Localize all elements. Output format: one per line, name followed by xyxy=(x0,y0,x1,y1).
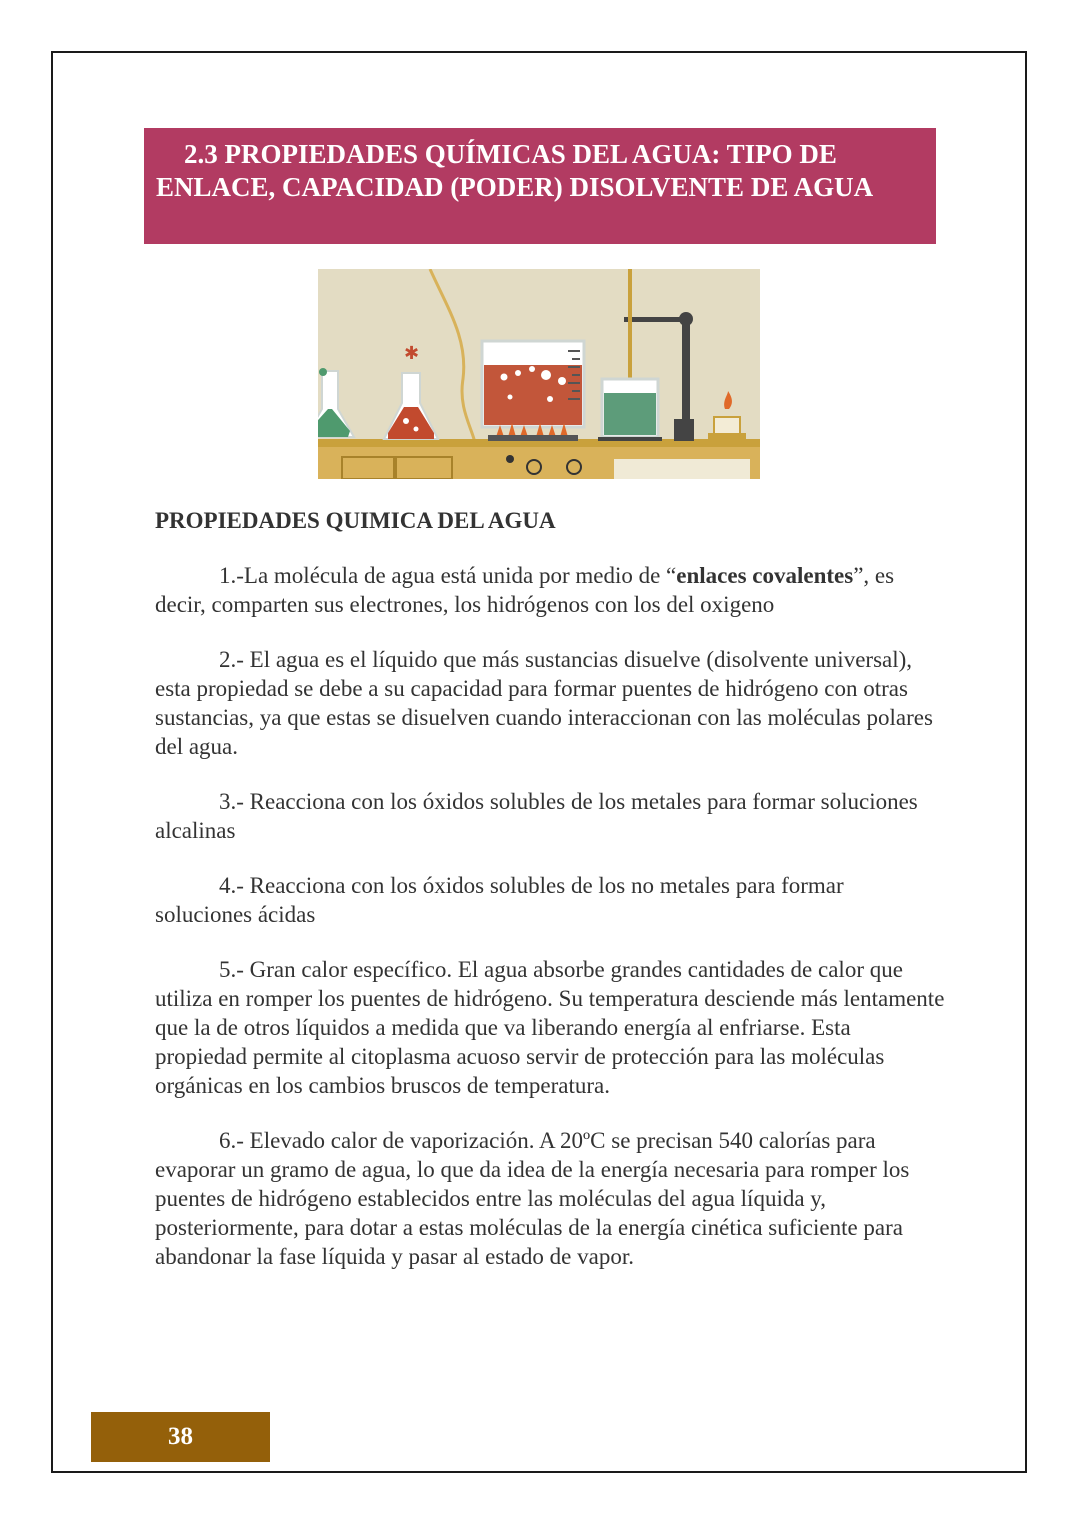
beaker-bubble xyxy=(501,374,508,381)
stand-knob xyxy=(679,312,693,326)
green-beaker-liquid xyxy=(604,393,656,435)
candle-plate xyxy=(708,433,746,439)
flask-bubble xyxy=(403,418,409,424)
knob-icon xyxy=(506,455,514,463)
page-number-box xyxy=(91,1412,270,1462)
flask-bubble xyxy=(319,368,327,376)
property-item-3: 3.- Reacciona con los óxidos solubles de los metales para formar soluciones alcalinas xyxy=(155,789,918,843)
stand-base xyxy=(674,419,694,441)
beaker-bubble xyxy=(508,395,513,400)
property-item-5: 5.- Gran calor específico. El agua absorbe grandes cantidades de calor que utiliza en romper los puentes de hidrógeno. Su temperatura desciende más lentamente que la de otros líquidos a medida que va liberando energía al enfriarse. Esta propiedad permite al citoplasma acuoso servir de protección para las moléculas orgánicas en los cambios bruscos de temperatura. xyxy=(155,957,945,1098)
burner-base xyxy=(488,435,578,441)
beaker-liquid xyxy=(484,365,582,425)
beaker-bubble xyxy=(529,366,535,372)
item-text: ”, es decir, comparten sus electrones, los hidrógenos con los del oxigeno xyxy=(155,563,895,617)
page-number: 38 xyxy=(168,1423,193,1450)
property-item-6: 6.- Elevado calor de vaporización. A 20ºC se precisan 540 calorías para evaporar un gramo de agua, lo que da idea de la energía necesaria para romper los puentes de hidrógeno establecidos entre las moléculas del agua líquida y, posteriormente, para dotar a estas moléculas de la energía cinética suficiente para abandonar la fase líquida y pasar al estado de vapor. xyxy=(155,1128,910,1269)
property-item-2: 2.- El agua es el líquido que más sustancias disuelve (disolvente universal), esta propiedad se debe a su capacidad para formar puentes de hidrógeno con otras sustancias, ya que estas se disuelven cuando interaccionan con las moléculas polares del agua. xyxy=(155,647,933,759)
section-heading: PROPIEDADES QUIMICA DEL AGUA xyxy=(155,508,556,533)
burette-tube xyxy=(628,269,632,389)
beaker-bubble xyxy=(515,370,521,376)
flask-bubble xyxy=(414,427,419,432)
cabinet-panel xyxy=(614,459,750,479)
title-banner xyxy=(144,128,936,244)
property-item-1 xyxy=(155,561,945,619)
beaker-bubble xyxy=(541,370,551,380)
beaker-bubble xyxy=(547,396,553,402)
item-bold-term: enlaces covalentes xyxy=(676,563,854,588)
main-content xyxy=(155,506,945,1297)
beaker-plate xyxy=(598,437,662,441)
spark-icon: ✱ xyxy=(404,343,420,364)
property-item-4: 4.- Reacciona con los óxidos solubles de los no metales para formar soluciones ácidas xyxy=(155,873,844,927)
beaker-bubble xyxy=(558,377,566,385)
item-text: 1.-La molécula de agua está unida por medio de “ xyxy=(219,563,677,588)
page-title: 2.3 PROPIEDADES QUÍMICAS DEL AGUA: TIPO DE ENLACE, CAPACIDAD (PODER) DISOLVENTE DE AGUA xyxy=(156,139,874,202)
chemistry-lab-illustration xyxy=(318,269,760,479)
stand-clamp xyxy=(624,317,686,322)
